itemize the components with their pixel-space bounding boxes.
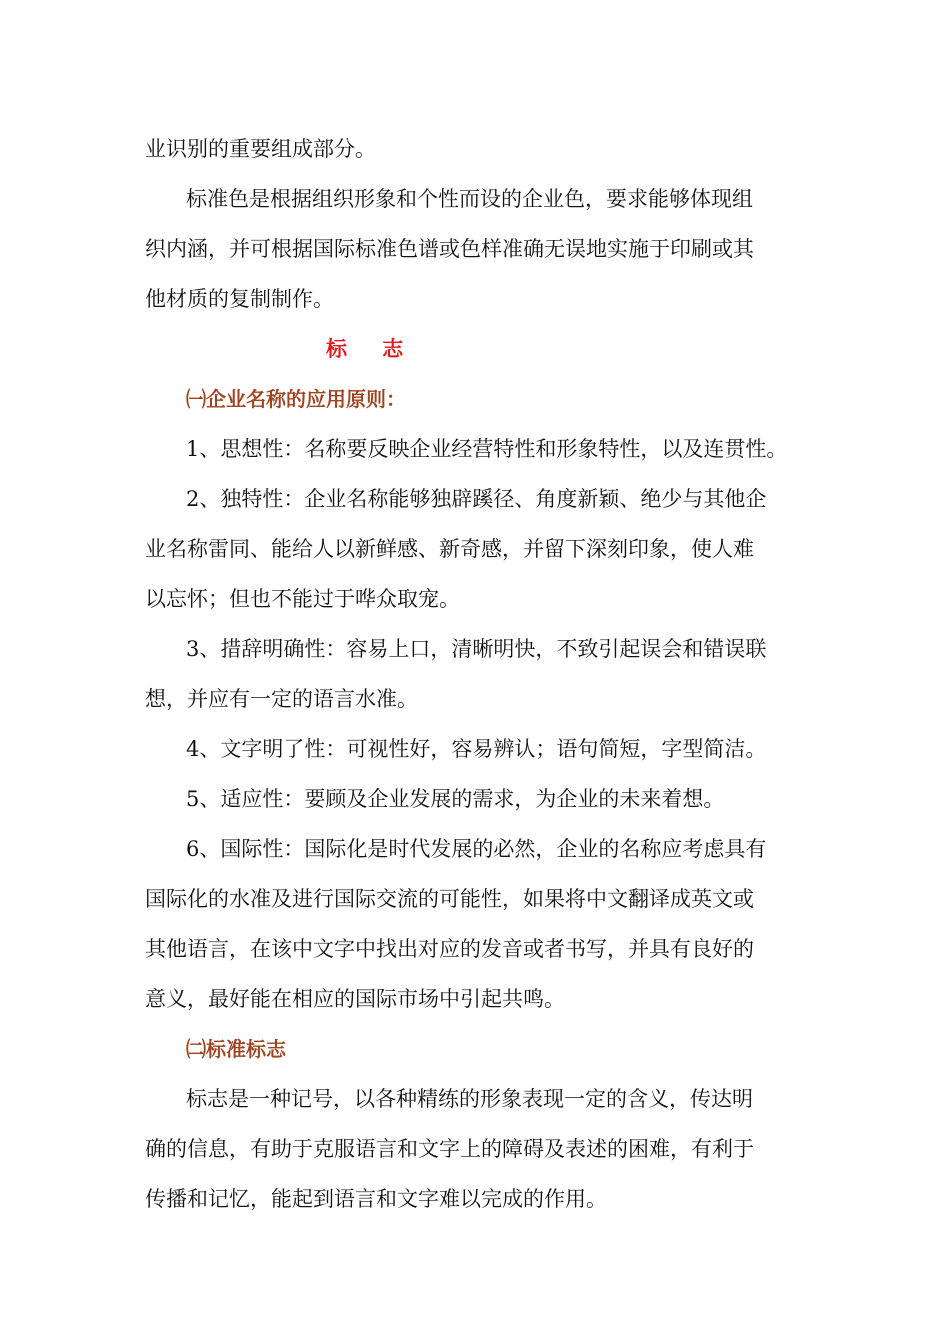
subheading: ㈠企业名称的应用原则： [186,387,406,411]
subheading: ㈡标准标志 [186,1037,286,1061]
paragraph-line: 3、措辞明确性：容易上口，清晰明快，不致引起误会和错误联 [186,637,767,661]
paragraph-line: 6、国际性：国际化是时代发展的必然，企业的名称应考虑具有 [186,837,767,861]
paragraph-line: 标志是一种记号，以各种精练的形象表现一定的含义，传达明 [186,1087,753,1111]
paragraph-line: 他材质的复制制作。 [145,287,334,311]
paragraph-line: 业识别的重要组成部分。 [145,137,376,161]
paragraph-line: 4、文字明了性：可视性好，容易辨认；语句简短，字型简洁。 [186,737,767,761]
paragraph-line: 意义，最好能在相应的国际市场中引起共鸣。 [145,987,565,1011]
paragraph-line: 5、适应性：要顾及企业发展的需求，为企业的未来着想。 [186,787,725,811]
paragraph-line: 传播和记忆，能起到语言和文字难以完成的作用。 [145,1187,607,1211]
paragraph-line: 1、思想性：名称要反映企业经营特性和形象特性，以及连贯性。 [186,437,788,461]
paragraph-line: 想，并应有一定的语言水准。 [145,687,418,711]
paragraph-line: 确的信息，有助于克服语言和文字上的障碍及表述的困难，有利于 [145,1137,754,1161]
paragraph-line: 国际化的水准及进行国际交流的可能性，如果将中文翻译成英文或 [145,887,754,911]
paragraph-line: 织内涵，并可根据国际标准色谱或色样准确无误地实施于印刷或其 [145,237,754,261]
paragraph-line: 标准色是根据组织形象和个性而设的企业色，要求能够体现组 [186,187,753,211]
paragraph-line: 业名称雷同、能给人以新鲜感、新奇感，并留下深刻印象，使人难 [145,537,754,561]
paragraph-line: 2、独特性：企业名称能够独辟蹊径、角度新颖、绝少与其他企 [186,487,767,511]
paragraph-line: 以忘怀；但也不能过于哗众取宠。 [145,587,460,611]
section-title: 标 志 [326,336,418,361]
paragraph-line: 其他语言，在该中文字中找出对应的发音或者书写，并具有良好的 [145,937,754,961]
